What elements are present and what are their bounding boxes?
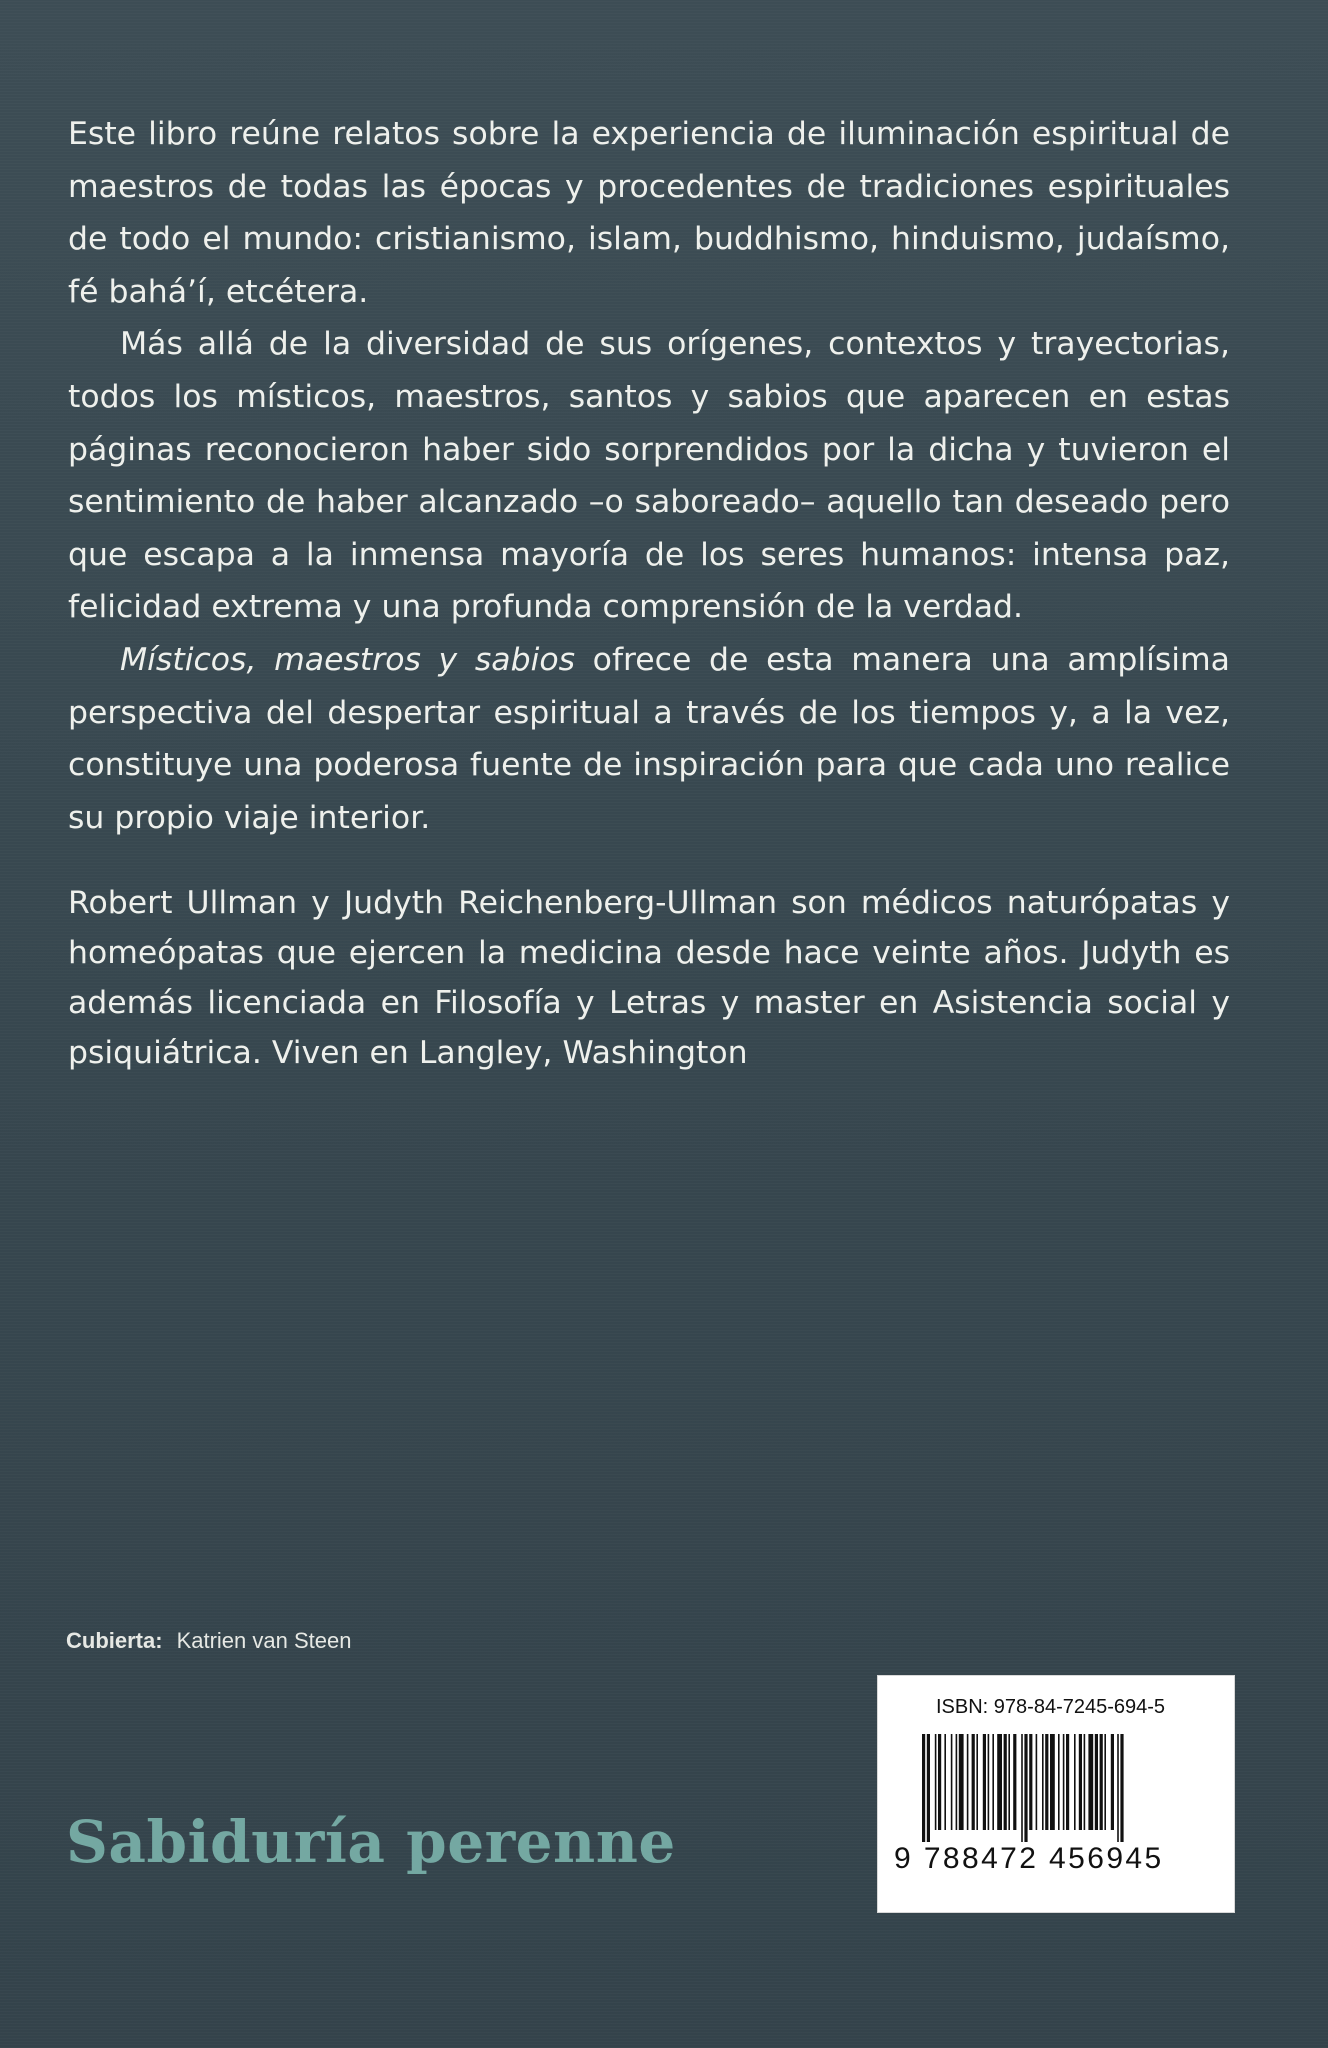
barcode-bar <box>922 1734 925 1842</box>
barcode-bar <box>1045 1734 1048 1830</box>
barcode-bar <box>1004 1734 1007 1830</box>
barcode-bar <box>959 1734 964 1830</box>
barcode-bar <box>1095 1734 1098 1830</box>
authors-bio: Robert Ullman y Judyth Reichenberg-Ullman son médicos naturópatas y homeópatas que ejercen la medicina desde hace veinte años. Judyth es además licenciada en Filosofía y Letras y master en Asistencia social y psiquiátrica. Viven en Langley, Washington <box>68 885 1230 1071</box>
book-title-italic: Místicos, maestros y sabios <box>120 641 576 678</box>
barcode-bar <box>1050 1734 1055 1830</box>
series-name: Sabiduría perenne <box>66 1808 676 1876</box>
blurb-text <box>68 108 1230 844</box>
barcode-bar <box>972 1734 975 1830</box>
barcode-bar <box>1104 1734 1106 1830</box>
barcode-bar <box>1088 1734 1093 1830</box>
barcode-bar <box>997 1734 1002 1830</box>
barcode-bar <box>938 1734 941 1830</box>
barcode-bar <box>967 1734 969 1830</box>
barcode-bar <box>1111 1734 1114 1830</box>
barcode-bar <box>1100 1734 1103 1830</box>
barcode-bar <box>935 1734 937 1830</box>
barcode-bar <box>1008 1734 1010 1830</box>
barcode-bar <box>1036 1734 1038 1830</box>
barcode-bar <box>1079 1734 1082 1830</box>
barcode-bar <box>951 1734 953 1830</box>
barcode-bar <box>1074 1734 1076 1830</box>
barcode-bar <box>1117 1734 1119 1842</box>
isbn-text: ISBN: 978-84-7245-694-5 <box>936 1696 1166 1718</box>
barcode-bar <box>976 1734 978 1830</box>
barcode-label <box>878 1676 1234 1912</box>
barcode-icon <box>922 1734 1190 1842</box>
barcode-bar <box>1021 1734 1023 1842</box>
barcode-bar <box>1013 1734 1016 1830</box>
barcode-bar <box>927 1734 930 1842</box>
barcode-bar <box>944 1734 946 1830</box>
barcode-digits: 9 788472 456945 <box>894 1842 1164 1875</box>
blurb-paragraph-3-text: ofrece de esta manera una amplísima perspectiva del despertar espiritual a través de los tiempos y, a la vez, constituye una poderosa fuente de inspiración para que cada uno realice su propio viaje interior. <box>68 641 1230 836</box>
blurb-paragraph-3 <box>68 634 1230 844</box>
barcode-bar <box>1024 1734 1027 1842</box>
barcode-bar <box>983 1734 986 1830</box>
blurb-paragraph-1: Este libro reúne relatos sobre la experiencia de iluminación espiritual de maestros de todas las épocas y procedentes de tradiciones espirituales de todo el mundo: cristianismo, islam, buddhismo, hinduismo, judaísmo, fé bahá’í, etcétera. <box>68 116 1230 310</box>
cover-credit-name: Katrien van Steen <box>176 1628 352 1653</box>
barcode-bar <box>1063 1734 1065 1830</box>
cover-credit <box>66 1628 351 1654</box>
barcode-bar <box>992 1734 994 1830</box>
barcode-bar <box>1058 1734 1060 1830</box>
barcode-bar <box>1084 1734 1086 1830</box>
blurb-paragraph-2: Más allá de la diversidad de sus orígenes, contextos y trayectorias, todos los místicos, maestros, santos y sabios que aparecen en estas páginas reconocieron haber sido sorprendidos por la dicha y tuvieron el sentimiento de haber alcanzado –o saboreado– aquello tan deseado pero que escapa a la inmensa mayoría de los seres humanos: intensa paz, felicidad extrema y una profunda comprensión de la verdad. <box>68 326 1230 626</box>
barcode-bar <box>956 1734 958 1830</box>
barcode-bar <box>1120 1734 1123 1842</box>
barcode-bar <box>1029 1734 1032 1830</box>
barcode-bar <box>988 1734 990 1830</box>
barcode-bar <box>1066 1734 1069 1830</box>
cover-credit-label: Cubierta: <box>66 1628 163 1653</box>
barcode-bar <box>1042 1734 1044 1830</box>
